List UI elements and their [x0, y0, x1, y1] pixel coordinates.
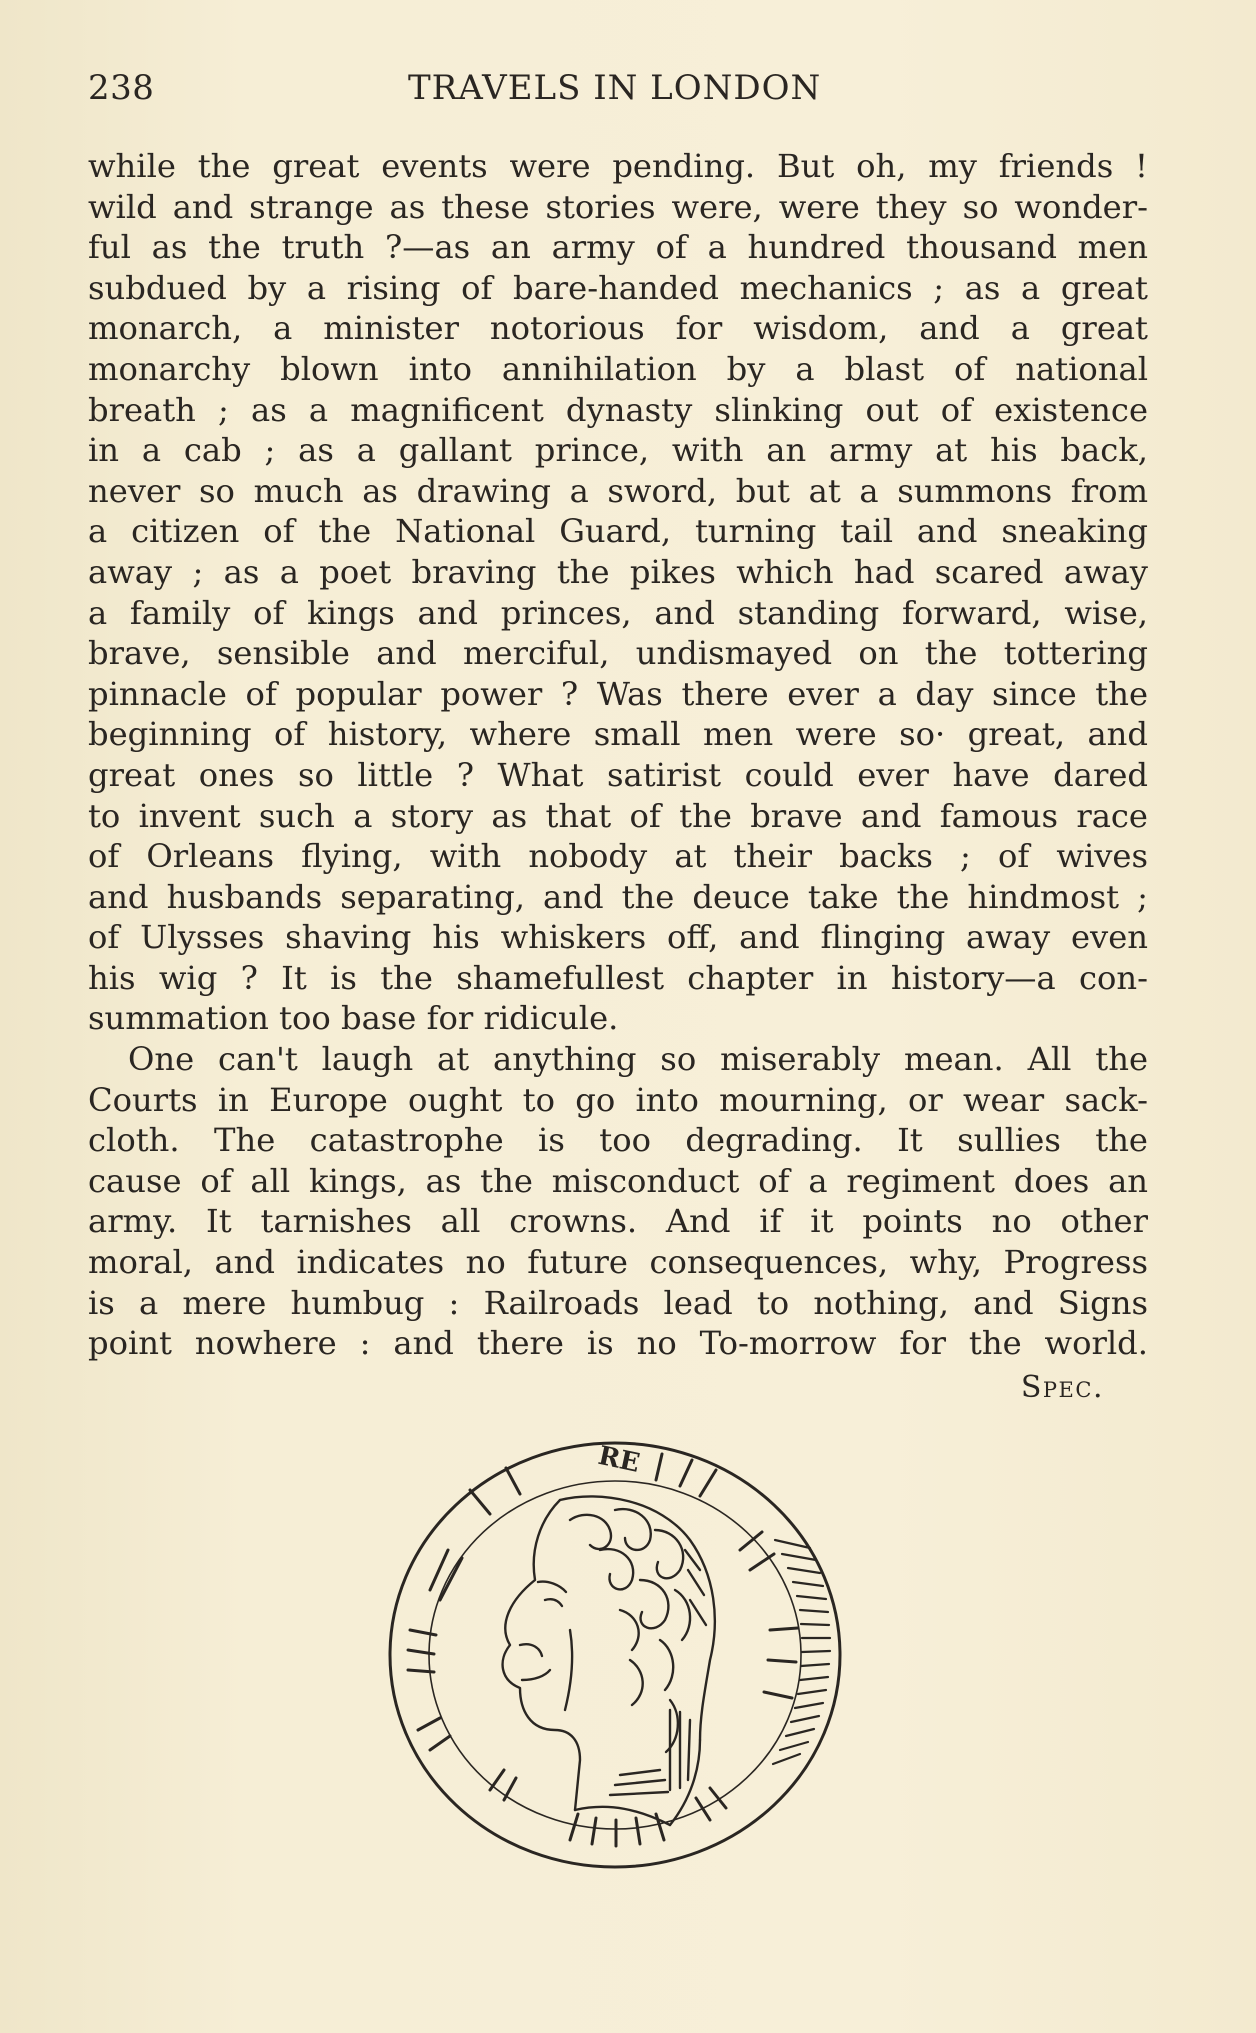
paragraph-2	[88, 1039, 1148, 1364]
text-line: great ones so little ? What satirist could ever have dared	[88, 755, 1148, 794]
text-line: subdued by a rising of bare-handed mechanics ; as a great	[88, 268, 1148, 307]
page-number: 238	[88, 68, 155, 108]
text-line: summation too base for ridicule.	[88, 999, 619, 1038]
text-line: monarch, a minister notorious for wisdom, and a great	[88, 309, 1148, 348]
text-line: a citizen of the National Guard, turning tail and sneaking	[88, 512, 1148, 551]
text-line: point nowhere : and there is no To-morrow for the world.	[88, 1324, 1148, 1363]
text-line: cause of all kings, as the misconduct of a regiment does an	[88, 1161, 1148, 1200]
text-line: wild and strange as these stories were, were they so wonder-	[88, 187, 1148, 226]
text-line: pinnacle of popular power ? Was there ever a day since the	[88, 674, 1148, 713]
running-title: TRAVELS IN LONDON	[408, 68, 822, 108]
text-line: to invent such a story as that of the brave and famous race	[88, 796, 1148, 835]
text-line: brave, sensible and merciful, undismayed on the tottering	[88, 634, 1148, 673]
text-line: away ; as a poet braving the pikes which had scared away	[88, 552, 1148, 591]
text-line: beginning of history, where small men were so· great, and	[88, 715, 1148, 754]
coin-inner-ring	[429, 1481, 801, 1829]
book-page	[88, 68, 1148, 1408]
text-line: his wig ? It is the shamefullest chapter in history—a con-	[88, 958, 1148, 997]
text-line: army. It tarnishes all crowns. And if it points no other	[88, 1202, 1148, 1241]
coin-rim	[390, 1440, 840, 1867]
text-line: moral, and indicates no future consequences, why, Progress	[88, 1243, 1148, 1282]
profile-head	[503, 1496, 715, 1825]
paragraph-1	[88, 146, 1148, 1039]
text-line: One can't laugh at anything so miserably mean. All the	[128, 1040, 1148, 1079]
coin-illustration	[370, 1430, 860, 1880]
text-line: monarchy blown into annihilation by a blast of national	[88, 349, 1148, 388]
body-text	[88, 146, 1148, 1408]
legend-fragment: RE	[595, 1440, 643, 1479]
text-line: of Orleans flying, with nobody at their backs ; of wives	[88, 837, 1148, 876]
text-line: is a mere humbug : Railroads lead to nothing, and Signs	[88, 1283, 1148, 1322]
text-line: while the great events were pending. But oh, my friends !	[88, 147, 1148, 185]
legend-marks	[408, 1454, 798, 1846]
signature: Spec.	[1020, 1369, 1104, 1405]
text-line: ful as the truth ?—as an army of a hundred thousand men	[88, 228, 1148, 267]
text-line: and husbands separating, and the deuce take the hindmost ;	[88, 877, 1148, 916]
text-line: breath ; as a magnificent dynasty slinking out of existence	[88, 390, 1148, 429]
text-line: cloth. The catastrophe is too degrading. It sullies the	[88, 1121, 1148, 1160]
text-line: in a cab ; as a gallant prince, with an army at his back,	[88, 431, 1148, 470]
text-line: never so much as drawing a sword, but at a summons from	[88, 471, 1148, 510]
running-head	[88, 68, 1148, 118]
text-line: a family of kings and princes, and standing forward, wise,	[88, 593, 1148, 632]
text-line: Courts in Europe ought to go into mourning, or wear sack-	[88, 1080, 1148, 1119]
text-line: of Ulysses shaving his whiskers off, and flinging away even	[88, 918, 1148, 957]
